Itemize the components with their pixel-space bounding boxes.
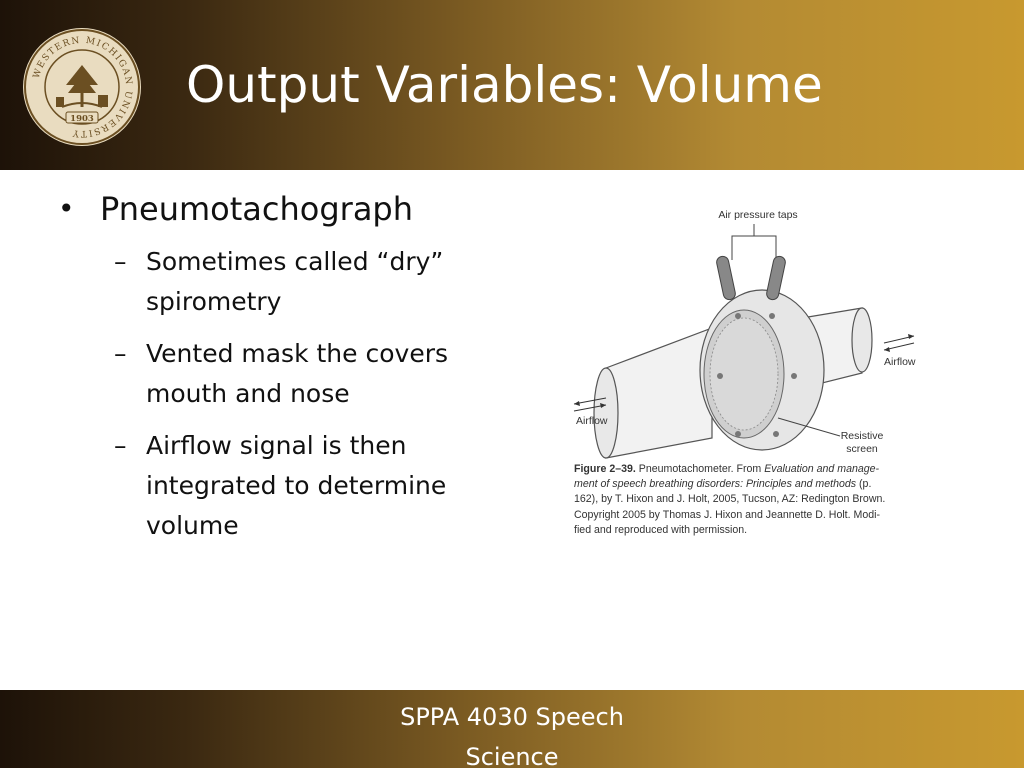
sub-bullet-dash: –	[114, 339, 127, 368]
sub-bullet-item	[114, 242, 498, 322]
figure-number: Figure 2–39.	[574, 463, 636, 475]
seal-year: 1903	[70, 114, 94, 124]
sub-bullet-item	[114, 334, 498, 414]
figure-label-pressure-taps: Air pressure taps	[718, 209, 798, 221]
sub-bullet-dash: –	[114, 247, 127, 276]
sub-bullet-item	[114, 426, 498, 546]
slide-title: Output Variables: Volume	[186, 56, 823, 114]
footer-course-label: SPPA 4030 Speech Science	[400, 703, 624, 771]
sub-bullet-text: Vented mask the covers mouth and nose	[146, 339, 449, 408]
sub-bullet-text: Sometimes called “dry” spirometry	[146, 247, 444, 316]
sub-bullet-dash: –	[114, 431, 127, 460]
bullet-item	[58, 190, 498, 228]
bullet-dot: •	[58, 192, 75, 225]
figure-caption: Figure 2–39. Pneumotachometer. From Evaluation and manage- ment of speech breathing disorders: Principles and methods (p. 162), by T. Hixon and J. Holt, 2005, Tucson, AZ: Redington Brown. Copyright 2005 by Thomas J. Hixon and Jeannette D. Holt. Modi- fied and reproduced with permission.	[574, 463, 886, 536]
figure-label-airflow-left: Airflow	[576, 415, 608, 427]
figure-label-resistive: Resistive	[840, 430, 884, 442]
figure-label-screen: screen	[846, 443, 878, 455]
seal-ring-text: WESTERN MICHIGAN UNIVERSITY	[31, 35, 134, 139]
bullet-text: Pneumotachograph	[100, 190, 414, 228]
title-bar	[0, 0, 1024, 170]
sub-bullet-text: Airflow signal is then integrated to determine volume	[146, 431, 447, 540]
bullet-list	[58, 190, 498, 558]
figure-label-airflow-right: Airflow	[884, 356, 916, 368]
university-seal-icon	[22, 27, 142, 147]
